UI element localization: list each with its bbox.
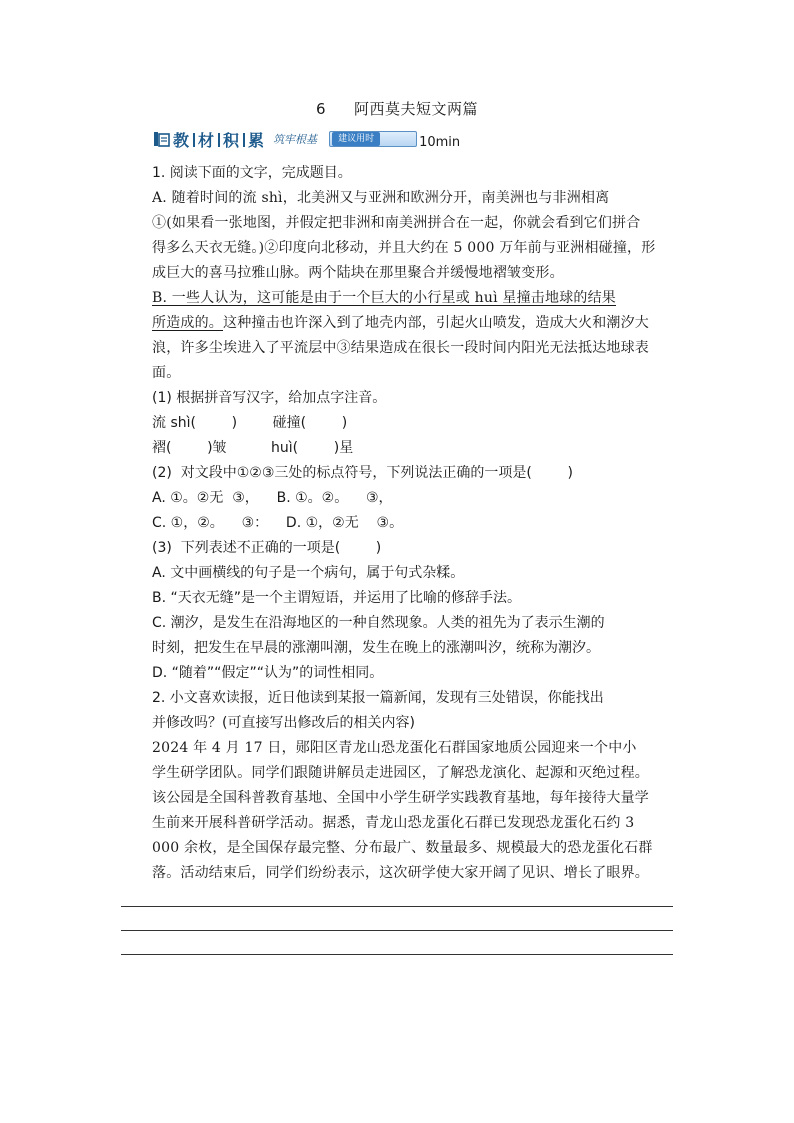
passage-b-text: 这种撞击也许深入到了地壳内部，引起火山喷发，造成大火和潮汐大 bbox=[223, 315, 649, 331]
news-line: 2024 年 4 月 17 日，郧阳区青龙山恐龙蛋化石群国家地质公园迎来一个中小 bbox=[152, 740, 637, 756]
questions bbox=[152, 161, 674, 886]
sub3-option-c-cont: 时刻，把发生在早晨的涨潮叫潮，发生在晚上的涨潮叫汐，统称为潮汐。 bbox=[152, 640, 600, 656]
sub3-option-d: D. “随着”“假定”“认为”的词性相同。 bbox=[152, 665, 384, 681]
lesson-number: 6 bbox=[315, 100, 327, 118]
news-line: 该公园是全国科普教育基地、全国中小学生研学实践教育基地，每年接待大量学 bbox=[152, 790, 649, 806]
underlined-sentence-end: 所造成的。 bbox=[152, 315, 223, 331]
time-tag: 建议用时 bbox=[332, 132, 380, 146]
sub1-row1: 流 shì( ) 碰撞( ) bbox=[152, 415, 348, 431]
section-name bbox=[173, 128, 265, 151]
passage-a-line: 得多么天衣无缝。)②印度向北移动，并且大约在 5 000 万年前与亚洲相碰撞，形 bbox=[152, 240, 656, 256]
q1-prompt: 1. 阅读下面的文字，完成题目。 bbox=[152, 165, 352, 181]
section-char-3: 积 bbox=[223, 130, 241, 150]
news-line: 生前来开展科普研学活动。据悉，青龙山恐龙蛋化石群已发现恐龙蛋化石约 3 bbox=[152, 815, 635, 831]
sub-question-3 bbox=[152, 536, 674, 686]
book-icon bbox=[153, 130, 171, 148]
section-char-1: 教 bbox=[173, 130, 191, 150]
answer-line[interactable] bbox=[121, 906, 673, 907]
q2-prompt-cont: 并修改吗？(可直接写出修改后的相关内容) bbox=[152, 715, 415, 731]
passage-a-line: 成巨大的喜马拉雅山脉。两个陆块在那里聚合并缓慢地褶皱变形。 bbox=[152, 265, 564, 281]
section-char-4: 累 bbox=[248, 130, 266, 150]
underlined-sentence: B. 一些人认为，这可能是由于一个巨大的小行星或 huì 星撞击地球的结果 bbox=[152, 290, 616, 306]
sub-question-2 bbox=[152, 461, 674, 536]
q2-prompt: 2. 小文喜欢读报，近日他读到某报一篇新闻，发现有三处错误，你能找出 bbox=[152, 690, 604, 706]
news-passage bbox=[152, 736, 674, 886]
time-value: 10min bbox=[419, 134, 461, 150]
section-header bbox=[153, 127, 460, 151]
passage-a bbox=[152, 186, 674, 286]
passage-a-line: A. 随着时间的流 shì，北美洲又与亚洲和欧洲分开，南美洲也与非洲相离 bbox=[152, 190, 610, 206]
passage-b-line: 浪，许多尘埃进入了平流层中③结果造成在很长一段时间内阳光无法抵达地球表 bbox=[152, 340, 649, 356]
time-badge bbox=[329, 131, 417, 147]
section-char-2: 材 bbox=[198, 130, 216, 150]
sub3-option-b: B. “天衣无缝”是一个主谓短语，并运用了比喻的修辞手法。 bbox=[152, 590, 522, 606]
news-line: 000 余枚，是全国保存最完整、分布最广、数量最多、规模最大的恐龙蛋化石群 bbox=[152, 840, 653, 856]
lesson-title bbox=[0, 98, 794, 119]
sub3-option-c: C. 潮汐，是发生在沿海地区的一种自然现象。人类的祖先为了表示生潮的 bbox=[152, 615, 605, 631]
answer-line[interactable] bbox=[121, 954, 673, 955]
sub-question-1 bbox=[152, 386, 674, 461]
news-line: 落。活动结束后，同学们纷纷表示，这次研学使大家开阔了见识、增长了眼界。 bbox=[152, 865, 649, 881]
sub2-prompt: (2) 对文段中①②③三处的标点符号，下列说法正确的一项是( ) bbox=[152, 465, 573, 481]
q2 bbox=[152, 686, 674, 736]
lesson-title-text: 阿西莫夫短文两篇 bbox=[354, 100, 479, 118]
sub1-prompt: (1) 根据拼音写汉字，给加点字注音。 bbox=[152, 390, 387, 406]
passage-a-line: ①(如果看一张地图，并假定把非洲和南美洲拼合在一起，你就会看到它们拼合 bbox=[152, 215, 641, 231]
sub1-row2: 褶( )皱 huì( )星 bbox=[152, 440, 354, 456]
section-subtitle: 筑牢根基 bbox=[273, 133, 318, 146]
sub2-options-row1: A. ①。②无 ③， B. ①。②。 ③， bbox=[152, 490, 393, 506]
sub2-options-row2: C. ①，②。 ③： D. ①，②无 ③。 bbox=[152, 515, 404, 531]
news-line: 学生研学团队。同学们跟随讲解员走进园区，了解恐龙演化、起源和灭绝过程。 bbox=[152, 765, 649, 781]
sub3-option-a: A. 文中画横线的句子是一个病句，属于句式杂糅。 bbox=[152, 565, 465, 581]
passage-b bbox=[152, 286, 674, 386]
passage-b-line: 面。 bbox=[152, 365, 181, 381]
sub3-prompt: (3) 下列表述不正确的一项是( ) bbox=[152, 540, 382, 556]
answer-line[interactable] bbox=[121, 930, 673, 931]
